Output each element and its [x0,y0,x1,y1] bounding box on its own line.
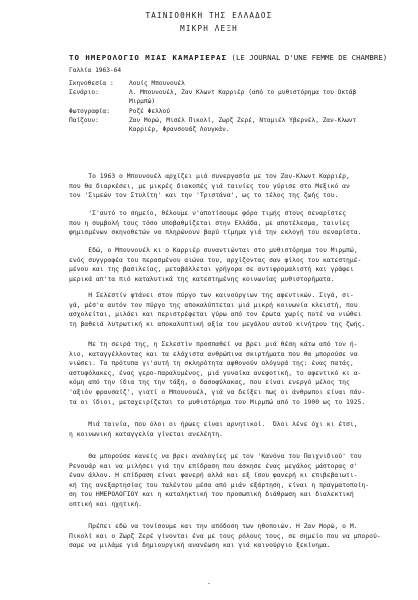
credit-row-photography [69,107,414,116]
body-paragraph-6: Μιά ταινία, που όλοι οι ήρωες είναι αρνητικοί. Όλοι λένε όχι κι έτσι, η κοινωνική καταγγελία γίνεται ανελέητη. [69,420,358,438]
film-title-french: (LE JOURNAL D'UNE FEMME DE CHAMBRE) [231,53,388,62]
credit-value: Λουίς Μπουνουέλ [129,80,185,87]
credit-row-director [69,79,414,88]
credit-row-screenplay [69,88,414,106]
section-name: ΜΙΚΡΗ ΛΕΞΗ [180,24,238,33]
archive-name: ΤΑΙΝΙΟΘΗΚΗ ΤΗΣ ΕΛΛΑΔΟΣ [145,11,273,20]
credit-label: Φωτογραφία: [69,107,110,115]
credits-block [69,79,414,134]
body-paragraph-7: Θα μπορούσε κανείς να βρει αναλογίες με τον 'Κανόνα του Παιχνιδιού' του Ρενουάρ και να μιλήσει γιά την επίδραση που άσκησε ένας μεγάλος μάστορας σ' έναν άλλον. Η επίδραση είναι φανερή αλλά και εξ ίσου φανερή κι επιβεβαιωτι- κή της ανεξαρτησίας του ταλέντου μέσα από μιάν εξάρτηση, είναι η πραγματοποίη- ση του ΗΜΕΡΟΛΟΓΙΟΥ και η καταληκτική του προσωπική διάθρωση και διαλεκτική οπτική και ηχητική. [69,452,370,508]
credit-value: Ροζέ Φελλού [129,107,170,115]
credit-label: Σκηνοθεσία : [69,80,114,87]
page-mark: - [207,580,211,587]
credit-label: Παίζουν: [69,116,99,124]
credit-value: Ζαν Μορώ, Μισέλ Πικολί, Ζωρζ Ζερέ, Νταμιέλ Υβερνέλ, Ζαν-Κλωντ Καρριέρ, Φρανσουάζ Λουγκάν. [129,116,357,134]
body-paragraph-8: Πρέπει εδώ να τονίσουμε και την απόδοση των ηθοποιών. Η Ζαν Μορώ, ο Μ. Πικολί και ο Ζωρζ Ζερέ γίνονται ένα με τους ρόλους τους, σε σημείο που να μπορού- σαμε να μιλάμε γιά δημιουργική ανανέωση και γιά καινούργιο ξεκίνημα. [69,522,381,550]
credit-row-cast [69,116,414,134]
body-paragraph-5: Με τη σειρά της, η Σελεστίν προσπαθεί να βρει μιά θέση κάτω από τον ή- λιο, καταγγέλλοντας και τα ελάχιστα ανθρώπινα σκιρτήματα που θα μπορούσε να νιώσει. Τα πρότυπα γι'αυτή τη σκληρότητα αφθονούν ολόγυρά της: ένας πατάς, αστυφόλακες, ένας γερο-παραλυμένος, μιά γυναίκα ανεφοτική, το αφεντικό κι α- κόμη από την ίδια της την τάξη, ο δασοφύλακας, που είναι ενεργό μέλος της 'αξιόν φρανσαίζ', γιατί ο Μπουνουέλ, γιά να δείξει πως οι άνθρωποι είναι πάν- τα οι ίδιοι, μεταχειρίζεται το μυθιστόρημα του Μιρμπώ από το 1900 ως το 1925. [69,340,366,406]
film-title [69,53,387,62]
credit-label: Σενάριο: [69,89,99,97]
body-paragraph-4: Η Σελεστίν φτάνει στον πύργο των καινούργιων της αφεντικών. Σιγά, σι- γά, μέσ'α αυτόν τον πύργο της αποκαλύπτεται μιά μικρή κοινωνία κλειστή, που ασχολείται, μιλάει και περιστρέφεται γύρω από τον έρωτα χωρίς ποτέ να νιώθει τη βαθειά λυτρωτική κι αποκαλυπτική αξία του μεγάλου αυτού κινήτρου της ζωής. [69,291,366,328]
film-title-greek: ΤΟ ΗΜΕΡΟΛΟΓΙΟ ΜΙΑΣ ΚΑΜΑΡΙΕΡΑΣ [69,53,228,62]
body-paragraph-2: 'Σ'αυτό το σημείο, θέλουμε ν'αποτίσουμε φόρο τιμής στους σεναρίστες που η συμβολή τους τόσο υποβαθμίζεται στην Ελλάδα, με αποτέλεσμα, ταινίες φημισμένων σκηνοθετών να πληρώνουν βαρύ τίμημα γιά την εκλογή του σεναρίστα. [69,209,362,237]
body-paragraph-3: Εδώ, ο Μπουνουέλ κι ο Καρριέρ συναντιώνται στο μυθιστόρημα του Μιρμπώ, ενός συγγραφέα του περασμένου αιώνα του, αρχίζοντας σαν φίλος του κατεστημέ- μένου και της βασιλείας, μεταβάλλεται γρήγορα σε αντιφρομαλιστή και γράφει μερικά απ'τα πιό καταλυτικά της κατεστημένης κοινωνίας μυθιστορήματα. [69,246,362,283]
country-year: Γαλλία 1963-64 [69,67,122,74]
credit-value: Λ. Μπουνουέλ, Ζαν Κλωντ Καρριέρ (από το μυθιστόρημα του Οκτάβ Μιρμπώ) [129,89,357,106]
body-paragraph-1: Το 1963 ο Μπουνουέλ αρχίζει μιά συνεργασία με τον Ζαν-Κλωντ Καρριέρ, που θα διαρκέσει, με μικρές διακοπές γιά ταινίες του γύρισε στο Μεξικό αν τον 'Σιμεών τον Στυλίτη' και την 'Τριστάνα', ως το τέλος της ζωής του. [69,172,350,200]
